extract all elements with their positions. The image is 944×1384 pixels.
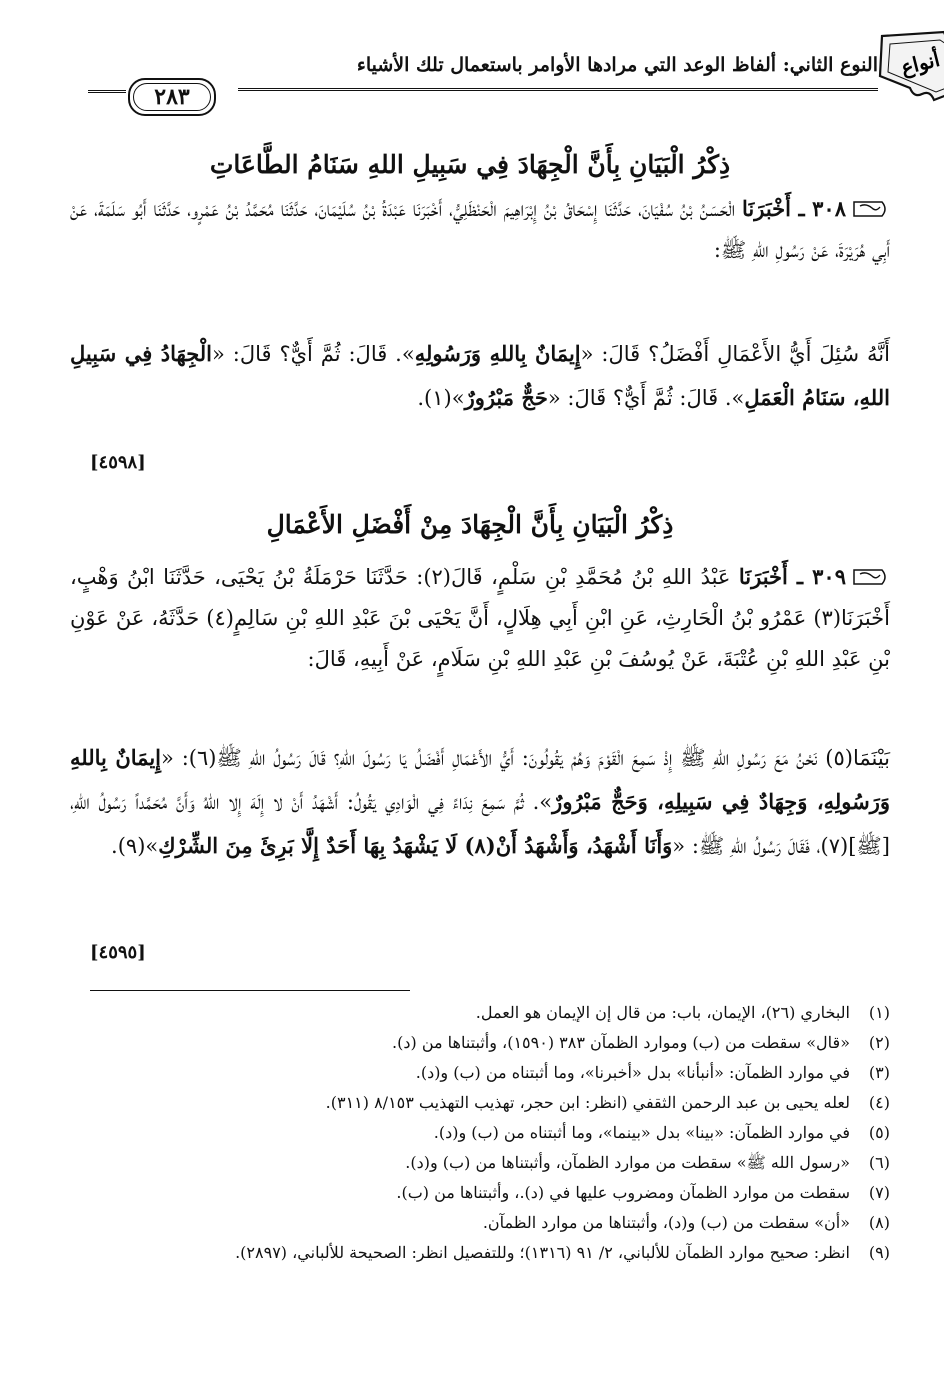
footnote: [90, 1208, 890, 1238]
matn-text: ». ثُمَّ سَمِعَ نِدَاءً فِي الْوَادِي يَقُولُ: أَشْهَدُ أَنْ لا إِلَهَ إِلا اللهُ وَأَنَّ مُحَمَّداً رَسُولُ اللهِ، [ﷺ](٧)، فَقَالَ رَسُولُ اللهِ ﷺ: «: [70, 790, 890, 858]
footnote-text: «قال» سقطت من (ب) وموارد الظمآن ٣٨٣ (١٥٩٠)، وأثبتناها من (د).: [392, 1033, 850, 1052]
isnad-text: عَبْدُ اللهِ بْنُ مُحَمَّدِ بْنِ سَلْمٍ، قَالَ(٢): حَدَّثَنَا حَرْمَلَةُ بْنُ يَحْيَى، حَدَّثَنَا ابْنُ وَهْبٍ، أَخْبَرَنَا(٣) عَمْرُو بْنُ الْحَارِثِ، عَنِ ابْنِ أَبِي هِلَالٍ، أَنَّ يَحْيَى بْنَ عَبْدِ اللهِ بْنِ سَالِمٍ(٤) حَدَّثَهُ، عَنْ عَوْنِ بْنِ عَبْدِ اللهِ بْنِ عُتْبَةَ، عَنْ يُوسُفَ بْنِ عَبْدِ اللهِ بْنِ سَلَامٍ، عَنْ أَبِيهِ، قَالَ:: [70, 565, 890, 671]
section-heading-1: ذِكْرُ الْبَيَانِ بِأَنَّ الْجِهَادَ فِي سَبِيلِ اللهِ سَنَامُ الطَّاعَاتِ: [209, 150, 731, 179]
footnote-text: لعله يحيى بن عبد الرحمن الثقفي (انظر: ابن حجر، تهذيب التهذيب ٨/١٥٣ (٣١١).: [325, 1093, 850, 1112]
footnote-text: في موارد الظمآن: «أنبأنا» بدل «أخبرنا»، وما أثبتناه من (ب) و(د).: [415, 1063, 850, 1082]
header-rule: [238, 88, 878, 91]
logo-text: أنواع: [898, 46, 943, 80]
hadith-reference: [٤٥٩٨]: [90, 452, 146, 473]
footnote-text: «أن» سقطت من (ب) و(د)، وأثبتناها من موارد الظمآن.: [482, 1213, 850, 1232]
footnote: [90, 1118, 890, 1148]
page-header: [88, 40, 943, 110]
hadith-number: ٣٠٨ ـ أَخْبَرَنَا: [742, 196, 846, 221]
footnote-number: (٣): [868, 1063, 890, 1082]
matn-bold: إِيمَانٌ بِاللهِ وَرَسُولِهِ، وَجِهَادٌ فِي سَبِيلِهِ، وَحَجٌّ مَبْرُورٌ: [70, 745, 890, 814]
section-heading-2: ذِكْرُ الْبَيَانِ بِأَنَّ الْجِهَادَ مِنْ أَفْضَلِ الأَعْمَالِ: [266, 510, 674, 539]
matn-text: بَيْنَمَا(٥) نَحْنُ مَعَ رَسُولِ اللهِ ﷺ إِذْ سَمِعَ الْقَوْمَ وَهُمْ يَقُولُونَ: أَيُّ الأَعْمَالِ أَفْضَلُ يَا رَسُولَ اللهِ؟ قَالَ رَسُولُ اللهِ ﷺ(٦): «: [161, 746, 891, 770]
hadith-marker-icon: [852, 199, 890, 219]
footnote-text: البخاري (٢٦)، الإيمان، باب: من قال إن الإيمان هو العمل.: [475, 1003, 850, 1022]
hadith-marker-icon: [852, 567, 890, 587]
matn-text: »(٩).: [111, 834, 159, 858]
footnote-number: (١): [868, 1003, 890, 1022]
hadith-309-matn: [70, 736, 890, 868]
footnote-text: سقطت من موارد الظمآن ومضروب عليها في (د).، وأثبتناها من (ب).: [396, 1183, 850, 1202]
footnote-number: (٧): [868, 1183, 890, 1202]
matn-text: ». قَالَ: ثُمَّ أَيٌّ؟ قَالَ: «: [547, 386, 745, 410]
footnote-number: (٦): [868, 1153, 890, 1172]
matn-text: ». قَالَ: ثُمَّ أَيٌّ؟ قَالَ: «: [212, 342, 415, 366]
hadith-308-matn: [70, 332, 890, 420]
footnote: [90, 1148, 890, 1178]
footnote: [90, 1238, 890, 1268]
hadith-309-isnad: [70, 556, 890, 680]
footnote: [90, 1058, 890, 1088]
isnad-text: الْحَسَنُ بْنُ سُفْيَانَ، حَدَّثَنَا إِسْحَاقُ بْنُ إِبْرَاهِيمَ الْحَنْظَلِيُّ، أَخْبَرَنَا عَبْدَةُ بْنُ سُلَيْمَانَ، حَدَّثَنَا مُحَمَّدُ بْنُ عَمْرٍو، حَدَّثَنَا أَبُو سَلَمَةَ، عَنْ أَبِي هُرَيْرَةَ، عَنْ رَسُولِ اللهِ ﷺ:: [70, 197, 890, 262]
footnotes: [90, 998, 890, 1268]
hadith-number: ٣٠٩ ـ أَخْبَرَنَا: [738, 564, 846, 589]
matn-bold: الْجِهَادُ فِي سَبِيلِ اللهِ، سَنَامُ الْعَمَلِ: [70, 341, 890, 410]
footnote-separator: [90, 990, 410, 991]
footnote-number: (٩): [868, 1243, 890, 1262]
matn-bold: حَجٌّ مَبْرُورٌ: [464, 385, 548, 410]
header-rule-left: [88, 90, 126, 93]
hadith-308-isnad: [70, 188, 890, 271]
page-number-badge: [128, 78, 216, 116]
matn-bold: إِيمَانٌ بِاللهِ وَرَسُولِهِ: [414, 341, 581, 366]
footnote-number: (٢): [868, 1033, 890, 1052]
puzzle-logo-icon: [874, 26, 944, 106]
footnote: [90, 1088, 890, 1118]
matn-text: أَنَّهُ سُئِلَ أَيُّ الأَعْمَالِ أَفْضَلُ؟ قَالَ: «: [580, 342, 890, 366]
footnote: [90, 1028, 890, 1058]
footnote-number: (٨): [868, 1213, 890, 1232]
matn-bold: وَأَنَا أَشْهَدُ، وَأَشْهَدُ أَنْ(٨) لَا يَشْهَدُ بِهَا أَحَدٌ إِلَّا بَرِئَ مِنَ الشِّرْكِ: [158, 833, 673, 858]
footnote-number: (٥): [868, 1123, 890, 1142]
footnote: [90, 998, 890, 1028]
footnote-text: «رسول الله ﷺ» سقطت من موارد الظمآن، وأثبتناها من (ب) و(د).: [405, 1153, 850, 1172]
matn-text: »(١).: [417, 386, 465, 410]
footnote-text: في موارد الظمآن: «بينا» بدل «بينما»، وما أثبتناه من (ب) و(د).: [433, 1123, 850, 1142]
hadith-reference: [٤٥٩٥]: [90, 942, 146, 963]
footnote: [90, 1178, 890, 1208]
footnote-text: انظر: صحيح موارد الظمآن للألباني، ٢/ ٩١ (١٣١٦)؛ وللتفصيل انظر: الصحيحة للألباني، (٢٨٩٧).: [235, 1243, 850, 1262]
footnote-number: (٤): [868, 1093, 890, 1112]
running-title: النوع الثاني: ألفاظ الوعد التي مرادها الأوامر باستعمال تلك الأشياء: [356, 54, 878, 76]
page-number: ٢٨٣: [154, 84, 190, 110]
